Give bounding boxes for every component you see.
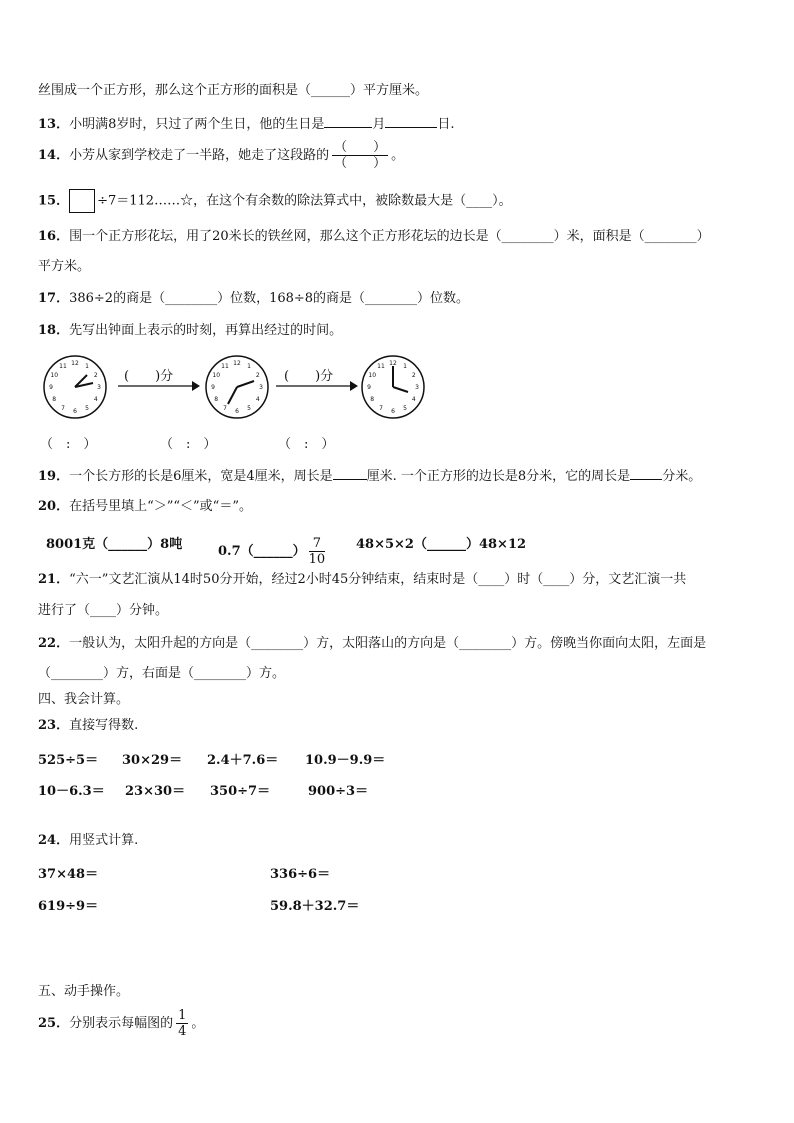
calc24-r1-c2: 336÷6＝ — [270, 867, 331, 882]
compare-2[interactable] — [218, 536, 328, 567]
calc23-r2-c1: 10－6.3＝ — [38, 784, 105, 799]
arrow-2 — [276, 380, 358, 392]
q25-end: 。 — [191, 1016, 205, 1031]
calc24-r1-c1: 37×48＝ — [38, 867, 99, 882]
clock-numeral: 9 — [367, 384, 371, 391]
calc24-r2-c2: 59.8＋32.7＝ — [270, 899, 360, 914]
q17-number: 17． — [38, 291, 70, 306]
calc23-r1-c3: 2.4＋7.6＝ — [207, 753, 279, 768]
calc23-r1-c2: 30×29＝ — [122, 753, 183, 768]
question-22 — [38, 635, 706, 653]
clock-numeral: 8 — [52, 396, 57, 403]
clock-1 — [42, 354, 108, 420]
clock-numeral: 7 — [379, 404, 383, 412]
clock-numeral: 12 — [71, 360, 79, 367]
compare-1[interactable]: 8001克（______）8吨 — [46, 537, 183, 552]
clock-2-time[interactable]: （ : ） — [160, 437, 217, 452]
compare-3[interactable]: 48×5×2（______）48×12 — [356, 537, 527, 552]
section-5-heading: 五、动手操作。 — [38, 984, 130, 999]
clock-numeral: 4 — [255, 396, 260, 403]
q24-number: 24． — [38, 833, 70, 848]
q24-text: 用竖式计算. — [69, 833, 139, 848]
compare-2-left: 0.7（______） — [218, 544, 306, 559]
calc23-r2-c4: 900÷3＝ — [308, 784, 369, 799]
clock-numeral: 7 — [61, 404, 65, 412]
clock-numeral: 3 — [259, 384, 263, 391]
q17-text: 386÷2的商是（________）位数，168÷8的商是（________）位数。 — [69, 291, 470, 306]
arrow-1-label: ( )分 — [124, 369, 174, 384]
clock-3-time[interactable]: （ : ） — [278, 437, 335, 452]
clock-numeral: 5 — [85, 404, 89, 412]
compare-2-numerator: 7 — [309, 536, 326, 552]
clock-numeral: 2 — [255, 372, 260, 379]
clock-numeral: 12 — [389, 360, 397, 367]
q25-fraction — [176, 1008, 188, 1039]
clock-numeral: 12 — [233, 360, 241, 367]
calc23-r1-c4: 10.9－9.9＝ — [305, 753, 386, 768]
q13-text: 小明满8岁时，只过了两个生日，他的生日是 — [69, 117, 325, 132]
q13-number: 13． — [38, 117, 70, 132]
q19-blank-1[interactable] — [333, 467, 367, 480]
clock-numeral: 2 — [93, 372, 98, 379]
clock-numeral: 11 — [221, 363, 229, 371]
clock-numeral: 8 — [370, 396, 375, 403]
q22-number: 22． — [38, 636, 70, 651]
clock-numeral: 11 — [377, 363, 385, 371]
q19-text-c: 分米。 — [662, 469, 702, 484]
question-20 — [38, 498, 252, 516]
clock-3 — [360, 354, 426, 420]
question-23 — [38, 717, 138, 735]
q15-text: ÷7＝112……☆，在这个有余数的除法算式中，被除数最大是（____）。 — [97, 193, 512, 209]
q25-numerator: 1 — [178, 1008, 187, 1023]
clock-numeral: 2 — [411, 372, 416, 379]
clock-numeral: 10 — [212, 372, 221, 379]
q14-end: 。 — [391, 148, 405, 163]
arrow-1 — [118, 380, 200, 392]
clock-numeral: 6 — [391, 408, 395, 415]
clock-numeral: 1 — [247, 363, 251, 371]
compare-2-fraction — [309, 536, 326, 567]
q14-denominator: （ ） — [334, 156, 387, 171]
question-13 — [38, 115, 455, 134]
q22-continuation: （________）方，右面是（________）方。 — [38, 666, 286, 681]
q21-continuation: 进行了（____）分钟。 — [38, 603, 169, 618]
q15-number: 15． — [38, 193, 70, 209]
clock-numeral: 8 — [214, 396, 219, 403]
q12-continuation: 丝围成一个正方形，那么这个正方形的面积是（______）平方厘米。 — [38, 83, 429, 98]
q23-number: 23． — [38, 718, 70, 733]
clock-numeral: 4 — [93, 396, 98, 403]
q20-number: 20． — [38, 499, 70, 514]
clock-numeral: 5 — [403, 404, 407, 412]
q21-number: 21． — [38, 572, 70, 587]
compare-2-denominator: 10 — [308, 552, 326, 567]
clock-numeral: 10 — [368, 372, 377, 379]
q15-dividend-box[interactable] — [69, 189, 95, 213]
calc23-r2-c3: 350÷7＝ — [210, 784, 271, 799]
q14-fraction-blank[interactable] — [332, 140, 388, 171]
q25-number: 25． — [38, 1016, 70, 1031]
q13-day-blank[interactable] — [385, 115, 437, 128]
clock-numeral: 5 — [247, 404, 251, 412]
clock-numeral: 1 — [85, 363, 89, 371]
q14-text: 小芳从家到学校走了一半路，她走了这段路的 — [69, 148, 330, 163]
q19-blank-2[interactable] — [630, 467, 662, 480]
clock-numeral: 6 — [235, 408, 239, 415]
section-4-heading: 四、我会计算。 — [38, 692, 130, 707]
q23-text: 直接写得数. — [69, 718, 139, 733]
question-18 — [38, 322, 342, 340]
clock-numeral: 11 — [59, 363, 67, 371]
q13-day-label: 日. — [437, 117, 455, 132]
clock-numeral: 9 — [211, 384, 215, 391]
q22-text: 一般认为，太阳升起的方向是（________）方，太阳落山的方向是（________）方。傍晚当你面向太阳，左面是 — [69, 636, 707, 651]
clock-numeral: 10 — [50, 372, 59, 379]
calc23-r2-c2: 23×30＝ — [125, 784, 186, 799]
clock-numeral: 9 — [49, 384, 53, 391]
q20-text: 在括号里填上“＞”“＜”或“＝”。 — [69, 499, 252, 514]
q19-text-a: 一个长方形的长是6厘米，宽是4厘米，周长是 — [69, 469, 333, 484]
q16-number: 16． — [38, 229, 70, 244]
q13-month-blank[interactable] — [324, 115, 372, 128]
clock-numeral: 3 — [415, 384, 419, 391]
clock-numeral: 6 — [73, 408, 77, 415]
question-21 — [38, 571, 686, 589]
question-17 — [38, 290, 469, 308]
q13-month-label: 月 — [372, 117, 386, 132]
q16-continuation: 平方米。 — [38, 259, 91, 274]
question-14 — [38, 140, 404, 171]
clock-2 — [204, 354, 270, 420]
q14-numerator: （ ） — [334, 140, 387, 155]
clock-1-time[interactable]: （ : ） — [40, 437, 97, 452]
question-19 — [38, 467, 701, 486]
clock-numeral: 3 — [97, 384, 101, 391]
calc24-r2-c1: 619÷9＝ — [38, 899, 99, 914]
q25-denominator: 4 — [178, 1024, 187, 1039]
q19-number: 19． — [38, 469, 70, 484]
calc23-r1-c1: 525÷5＝ — [38, 753, 99, 768]
question-15 — [38, 189, 512, 213]
clock-numeral: 7 — [223, 404, 227, 412]
q19-text-b: 厘米. 一个正方形的边长是8分米，它的周长是 — [366, 469, 631, 484]
clock-numeral: 4 — [411, 396, 416, 403]
clock-numeral: 1 — [403, 363, 407, 371]
question-24 — [38, 832, 138, 850]
q16-text: 围一个正方形花坛，用了20米长的铁丝网，那么这个正方形花坛的边长是（________）米，面积是（________） — [69, 229, 710, 244]
q21-text: “六一”文艺汇演从14时50分开始，经过2小时45分钟结束，结束时是（____）时（____）分，文艺汇演一共 — [69, 572, 687, 587]
question-16 — [38, 228, 710, 246]
q18-number: 18． — [38, 323, 70, 338]
q14-number: 14． — [38, 148, 70, 163]
q25-text: 分别表示每幅图的 — [69, 1016, 174, 1031]
arrow-2-label: ( )分 — [284, 369, 334, 384]
q18-text: 先写出钟面上表示的时刻，再算出经过的时间。 — [69, 323, 343, 338]
question-25 — [38, 1008, 204, 1039]
